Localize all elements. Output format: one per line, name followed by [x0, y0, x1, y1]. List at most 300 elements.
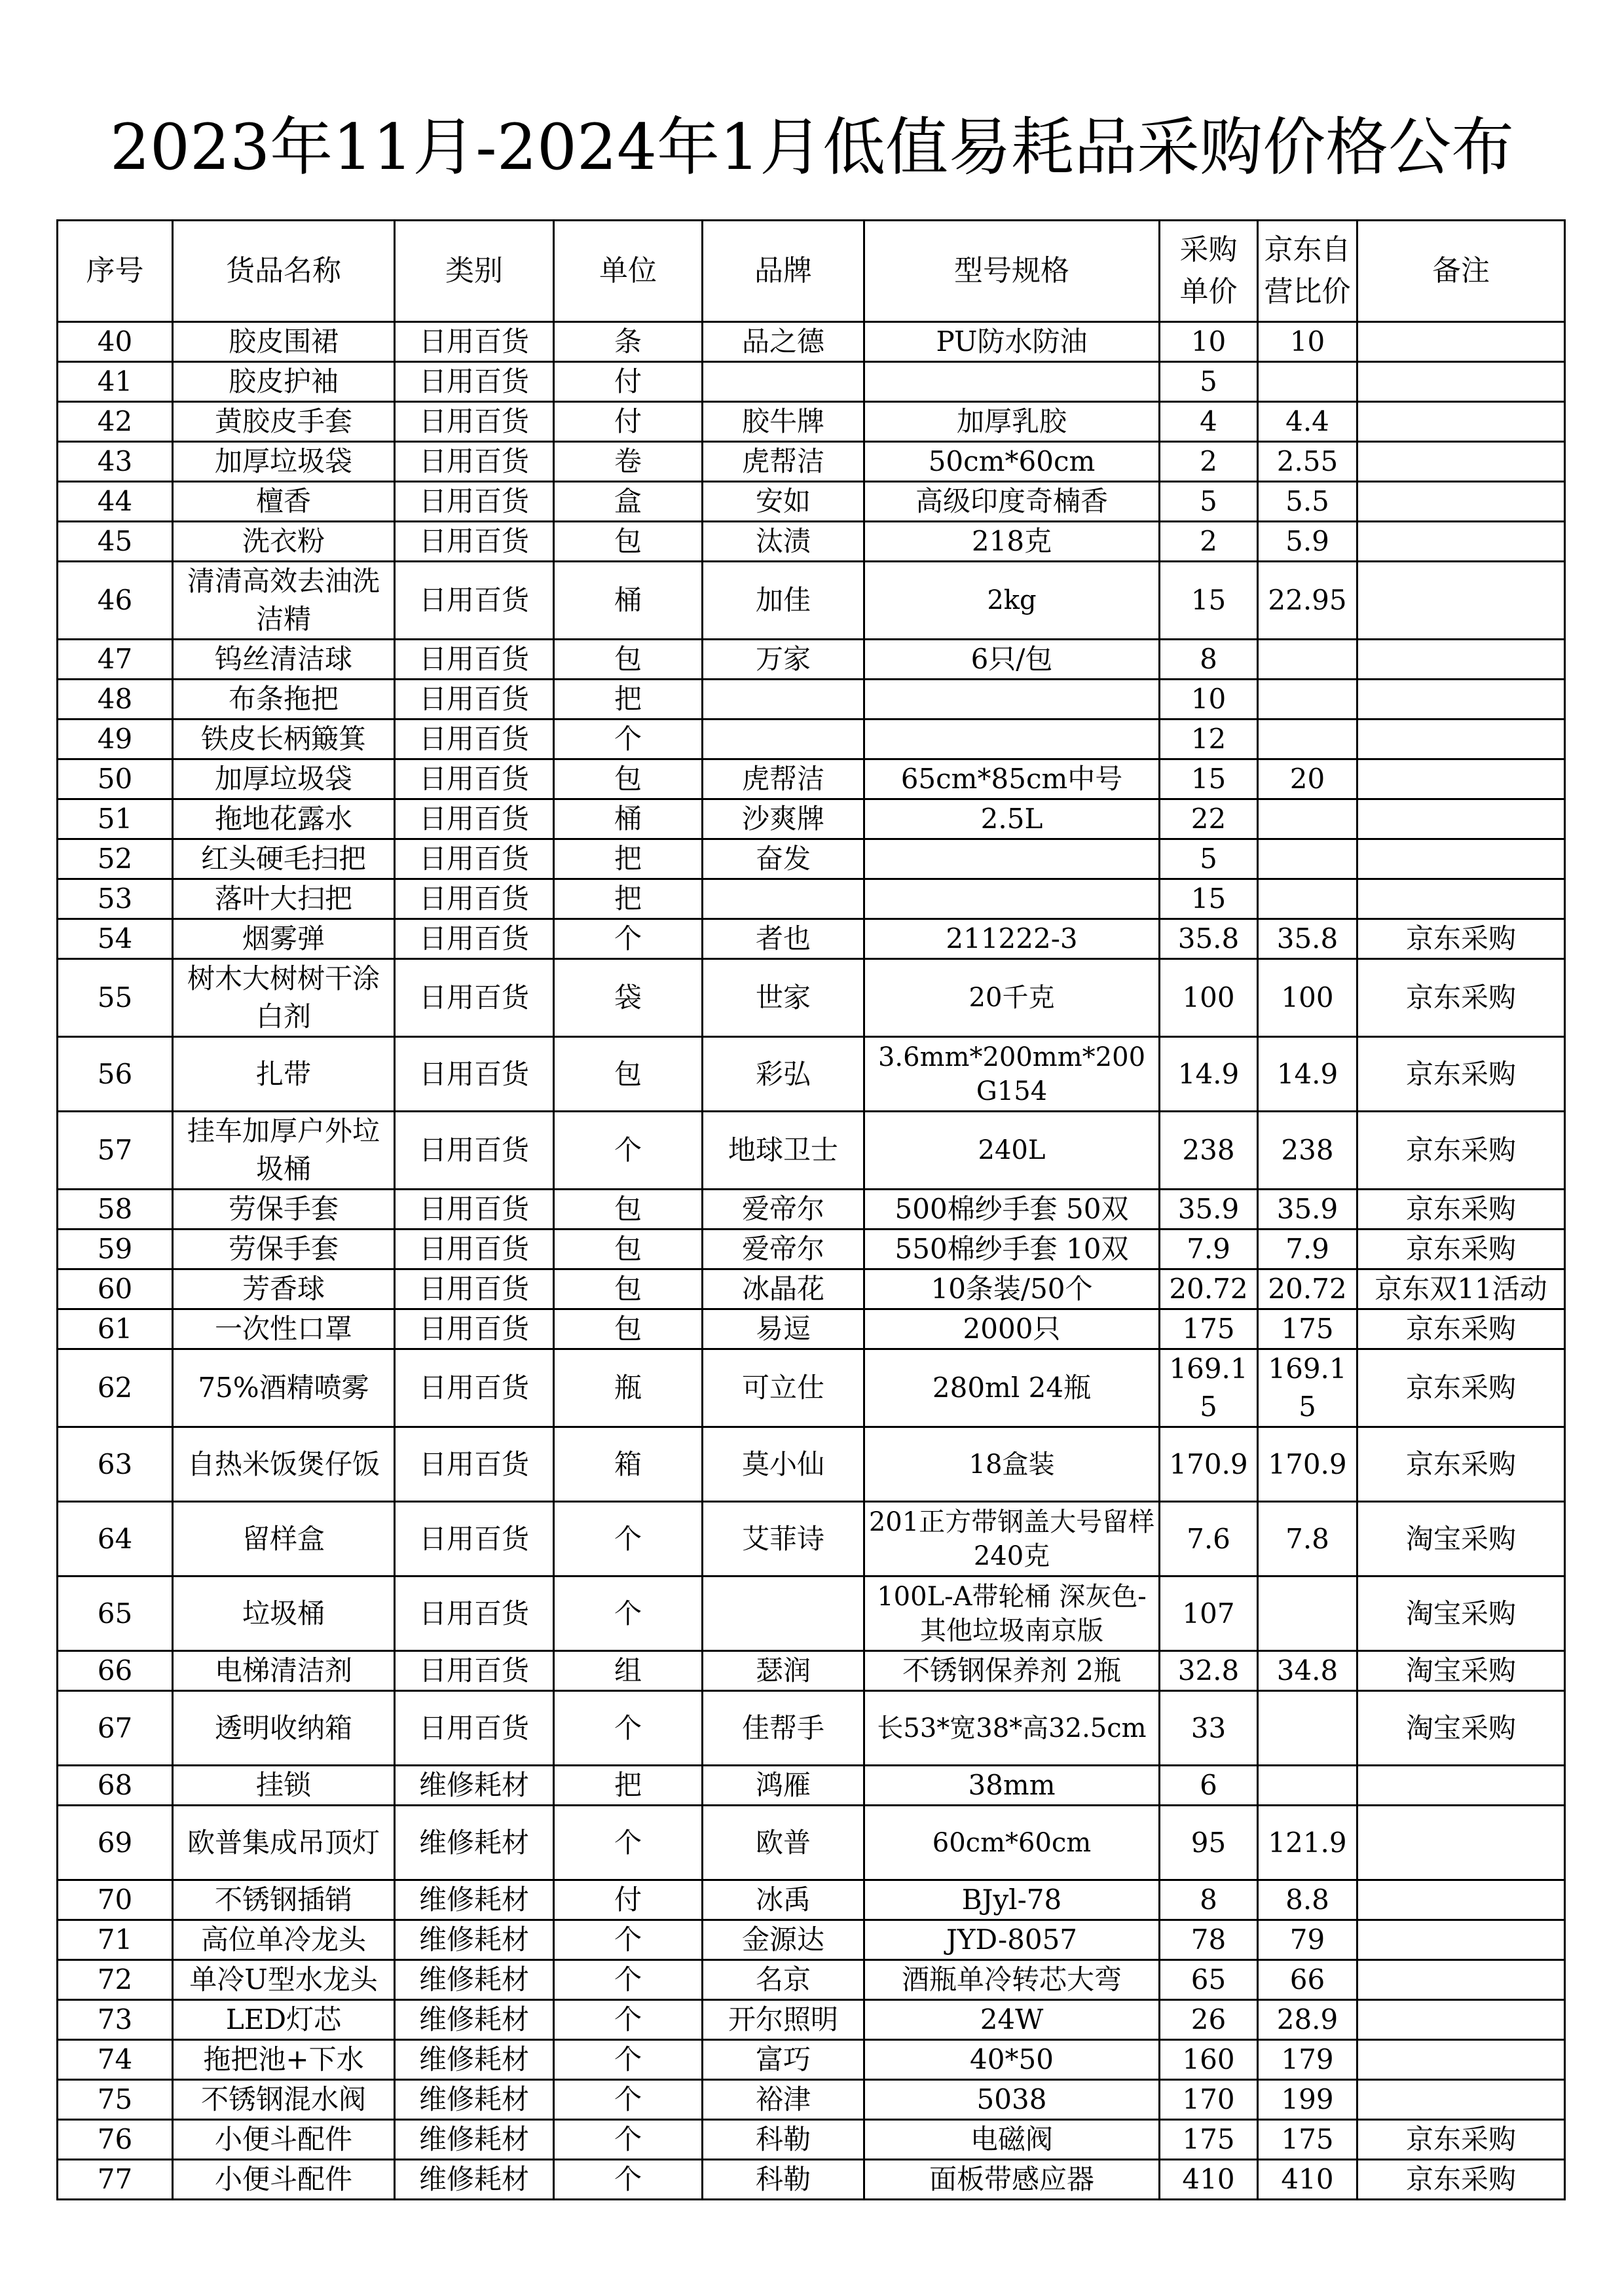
- cell-name: 电梯清洁剂: [173, 1651, 395, 1691]
- cell-brand: 金源达: [703, 1920, 864, 1960]
- cell-category: 日用百货: [395, 442, 554, 482]
- cell-category: 维修耗材: [395, 1766, 554, 1806]
- cell-category: 日用百货: [395, 1502, 554, 1576]
- cell-jd: 66: [1258, 1960, 1357, 2000]
- cell-name: 单冷U型水龙头: [173, 1960, 395, 2000]
- cell-category: 日用百货: [395, 959, 554, 1037]
- table-row: [58, 799, 1565, 839]
- cell-category: 日用百货: [395, 720, 554, 759]
- cell-name: 烟雾弹: [173, 919, 395, 959]
- cell-spec: [864, 720, 1160, 759]
- cell-jd: [1258, 1576, 1357, 1651]
- table-row: [58, 1766, 1565, 1806]
- table-body: [58, 322, 1565, 2200]
- cell-category: 日用百货: [395, 1309, 554, 1349]
- cell-unit: 个: [554, 1806, 703, 1880]
- cell-category: 日用百货: [395, 1230, 554, 1269]
- cell-category: 日用百货: [395, 522, 554, 562]
- cell-note: 京东采购: [1357, 1112, 1565, 1190]
- cell-jd: 10: [1258, 322, 1357, 362]
- cell-brand: 科勒: [703, 2120, 864, 2160]
- cell-note: [1357, 640, 1565, 680]
- cell-note: [1357, 522, 1565, 562]
- cell-brand: 虎帮洁: [703, 759, 864, 799]
- cell-unit: 个: [554, 1112, 703, 1190]
- cell-brand: 彩弘: [703, 1037, 864, 1112]
- cell-price: 14.9: [1160, 1037, 1258, 1112]
- table-header: [58, 221, 1565, 322]
- table-row: [58, 640, 1565, 680]
- table-row: [58, 1349, 1565, 1427]
- cell-note: 京东双11活动: [1357, 1269, 1565, 1309]
- cell-name: 钨丝清洁球: [173, 640, 395, 680]
- cell-spec: 40*50: [864, 2040, 1160, 2080]
- cell-name: 加厚垃圾袋: [173, 442, 395, 482]
- cell-category: 日用百货: [395, 799, 554, 839]
- table-row: [58, 2160, 1565, 2200]
- cell-brand: [703, 720, 864, 759]
- cell-jd: 4.4: [1258, 402, 1357, 442]
- cell-name: 布条拖把: [173, 680, 395, 720]
- cell-note: 京东采购: [1357, 1037, 1565, 1112]
- cell-no: 58: [58, 1190, 173, 1230]
- cell-unit: 个: [554, 1502, 703, 1576]
- cell-name: 小便斗配件: [173, 2160, 395, 2200]
- cell-price: 20.72: [1160, 1269, 1258, 1309]
- cell-note: [1357, 482, 1565, 522]
- header-brand: 品牌: [703, 221, 864, 322]
- price-table: [56, 219, 1566, 2200]
- cell-spec: 2000只: [864, 1309, 1160, 1349]
- cell-note: [1357, 1920, 1565, 1960]
- cell-unit: 袋: [554, 959, 703, 1037]
- cell-brand: 地球卫士: [703, 1112, 864, 1190]
- cell-no: 57: [58, 1112, 173, 1190]
- cell-no: 62: [58, 1349, 173, 1427]
- cell-unit: 把: [554, 879, 703, 919]
- cell-no: 42: [58, 402, 173, 442]
- cell-category: 日用百货: [395, 322, 554, 362]
- cell-note: [1357, 1960, 1565, 2000]
- cell-spec: 280ml 24瓶: [864, 1349, 1160, 1427]
- cell-name: 小便斗配件: [173, 2120, 395, 2160]
- cell-unit: 把: [554, 839, 703, 879]
- cell-note: [1357, 1806, 1565, 1880]
- cell-spec: 10条装/50个: [864, 1269, 1160, 1309]
- cell-category: 维修耗材: [395, 2120, 554, 2160]
- header-unit: 单位: [554, 221, 703, 322]
- cell-no: 74: [58, 2040, 173, 2080]
- cell-no: 40: [58, 322, 173, 362]
- cell-spec: 20千克: [864, 959, 1160, 1037]
- cell-unit: 个: [554, 720, 703, 759]
- cell-unit: 包: [554, 1269, 703, 1309]
- cell-jd: [1258, 680, 1357, 720]
- cell-no: 56: [58, 1037, 173, 1112]
- table-row: [58, 2120, 1565, 2160]
- cell-price: 15: [1160, 562, 1258, 640]
- cell-no: 66: [58, 1651, 173, 1691]
- cell-no: 50: [58, 759, 173, 799]
- cell-unit: 卷: [554, 442, 703, 482]
- cell-name: 高位单冷龙头: [173, 1920, 395, 1960]
- cell-brand: 开尔照明: [703, 2000, 864, 2040]
- table-row: [58, 759, 1565, 799]
- cell-brand: 莫小仙: [703, 1427, 864, 1502]
- cell-jd: 22.95: [1258, 562, 1357, 640]
- cell-no: 63: [58, 1427, 173, 1502]
- cell-price: 12: [1160, 720, 1258, 759]
- cell-jd: 34.8: [1258, 1651, 1357, 1691]
- cell-unit: 付: [554, 402, 703, 442]
- cell-name: 自热米饭煲仔饭: [173, 1427, 395, 1502]
- cell-price: 5: [1160, 362, 1258, 402]
- cell-brand: [703, 680, 864, 720]
- cell-price: 170: [1160, 2080, 1258, 2120]
- cell-price: 107: [1160, 1576, 1258, 1651]
- cell-price: 32.8: [1160, 1651, 1258, 1691]
- cell-spec: 2kg: [864, 562, 1160, 640]
- cell-no: 60: [58, 1269, 173, 1309]
- cell-spec: 18盒装: [864, 1427, 1160, 1502]
- cell-price: 160: [1160, 2040, 1258, 2080]
- cell-unit: 个: [554, 1960, 703, 2000]
- cell-no: 72: [58, 1960, 173, 2000]
- cell-category: 维修耗材: [395, 1920, 554, 1960]
- cell-price: 2: [1160, 522, 1258, 562]
- table-row: [58, 1880, 1565, 1920]
- cell-price: 8: [1160, 640, 1258, 680]
- cell-price: 7.6: [1160, 1502, 1258, 1576]
- table-row: [58, 1037, 1565, 1112]
- cell-jd: 2.55: [1258, 442, 1357, 482]
- cell-price: 4: [1160, 402, 1258, 442]
- table-row: [58, 1112, 1565, 1190]
- cell-spec: 550棉纱手套 10双: [864, 1230, 1160, 1269]
- header-jd-line1: 京东自: [1264, 233, 1351, 266]
- cell-jd: 169.15: [1258, 1349, 1357, 1427]
- table-row: [58, 1651, 1565, 1691]
- cell-category: 日用百货: [395, 759, 554, 799]
- cell-category: 日用百货: [395, 1269, 554, 1309]
- cell-brand: 裕津: [703, 2080, 864, 2120]
- cell-brand: 沙爽牌: [703, 799, 864, 839]
- cell-brand: 安如: [703, 482, 864, 522]
- cell-spec: PU防水防油: [864, 322, 1160, 362]
- cell-note: [1357, 799, 1565, 839]
- cell-no: 45: [58, 522, 173, 562]
- cell-spec: 加厚乳胶: [864, 402, 1160, 442]
- cell-category: 日用百货: [395, 640, 554, 680]
- header-name: 货品名称: [173, 221, 395, 322]
- cell-name: 檀香: [173, 482, 395, 522]
- cell-name: 拖把池+下水: [173, 2040, 395, 2080]
- cell-note: 淘宝采购: [1357, 1502, 1565, 1576]
- table-row: [58, 680, 1565, 720]
- cell-jd: 28.9: [1258, 2000, 1357, 2040]
- cell-price: 170.9: [1160, 1427, 1258, 1502]
- cell-spec: 面板带感应器: [864, 2160, 1160, 2200]
- cell-brand: 名京: [703, 1960, 864, 2000]
- cell-spec: JYD-8057: [864, 1920, 1160, 1960]
- cell-jd: [1258, 1691, 1357, 1766]
- table-row: [58, 879, 1565, 919]
- cell-unit: 把: [554, 1766, 703, 1806]
- page-title: 2023年11月-2024年1月低值易耗品采购价格公布: [109, 111, 1515, 184]
- cell-name: 铁皮长柄簸箕: [173, 720, 395, 759]
- cell-brand: 科勒: [703, 2160, 864, 2200]
- cell-category: 维修耗材: [395, 1960, 554, 2000]
- table-row: [58, 959, 1565, 1037]
- cell-brand: [703, 879, 864, 919]
- cell-jd: 100: [1258, 959, 1357, 1037]
- table-row: [58, 2040, 1565, 2080]
- cell-unit: 桶: [554, 799, 703, 839]
- cell-unit: 包: [554, 640, 703, 680]
- cell-no: 54: [58, 919, 173, 959]
- cell-price: 100: [1160, 959, 1258, 1037]
- cell-category: 日用百货: [395, 362, 554, 402]
- cell-spec: 240L: [864, 1112, 1160, 1190]
- cell-price: 10: [1160, 680, 1258, 720]
- cell-name: 不锈钢插销: [173, 1880, 395, 1920]
- cell-spec: 218克: [864, 522, 1160, 562]
- cell-brand: 加佳: [703, 562, 864, 640]
- cell-unit: 个: [554, 2080, 703, 2120]
- table-row: [58, 1576, 1565, 1651]
- cell-name: 挂锁: [173, 1766, 395, 1806]
- cell-brand: 富巧: [703, 2040, 864, 2080]
- cell-spec: 211222-3: [864, 919, 1160, 959]
- cell-unit: 包: [554, 759, 703, 799]
- cell-note: [1357, 442, 1565, 482]
- cell-category: 日用百货: [395, 879, 554, 919]
- table-row: [58, 322, 1565, 362]
- cell-price: 2: [1160, 442, 1258, 482]
- cell-spec: 50cm*60cm: [864, 442, 1160, 482]
- cell-category: 维修耗材: [395, 2080, 554, 2120]
- cell-brand: 冰禹: [703, 1880, 864, 1920]
- cell-no: 48: [58, 680, 173, 720]
- cell-spec: [864, 680, 1160, 720]
- cell-category: 日用百货: [395, 919, 554, 959]
- cell-category: 维修耗材: [395, 1806, 554, 1880]
- cell-note: 淘宝采购: [1357, 1651, 1565, 1691]
- cell-brand: 奋发: [703, 839, 864, 879]
- table-row: [58, 442, 1565, 482]
- cell-unit: 个: [554, 2160, 703, 2200]
- cell-category: 维修耗材: [395, 2000, 554, 2040]
- cell-jd: [1258, 362, 1357, 402]
- cell-brand: 易逗: [703, 1309, 864, 1349]
- cell-name: LED灯芯: [173, 2000, 395, 2040]
- cell-note: 京东采购: [1357, 1190, 1565, 1230]
- cell-spec: 不锈钢保养剂 2瓶: [864, 1651, 1160, 1691]
- cell-spec: [864, 362, 1160, 402]
- cell-name: 劳保手套: [173, 1230, 395, 1269]
- cell-jd: 35.9: [1258, 1190, 1357, 1230]
- cell-jd: [1258, 879, 1357, 919]
- cell-brand: [703, 1576, 864, 1651]
- cell-unit: 个: [554, 1920, 703, 1960]
- table-row: [58, 402, 1565, 442]
- cell-spec: 2.5L: [864, 799, 1160, 839]
- cell-spec: 60cm*60cm: [864, 1806, 1160, 1880]
- cell-unit: 桶: [554, 562, 703, 640]
- cell-category: 日用百货: [395, 1427, 554, 1502]
- cell-category: 日用百货: [395, 1349, 554, 1427]
- header-jd-price: [1258, 221, 1357, 322]
- header-note: 备注: [1357, 221, 1565, 322]
- table-row: [58, 522, 1565, 562]
- cell-unit: 包: [554, 1309, 703, 1349]
- cell-name: 树木大树树干涂白剂: [173, 959, 395, 1037]
- cell-jd: 238: [1258, 1112, 1357, 1190]
- cell-no: 77: [58, 2160, 173, 2200]
- cell-name: 拖地花露水: [173, 799, 395, 839]
- cell-name: 扎带: [173, 1037, 395, 1112]
- cell-brand: 瑟润: [703, 1651, 864, 1691]
- cell-unit: 把: [554, 680, 703, 720]
- cell-spec: 5038: [864, 2080, 1160, 2120]
- cell-jd: 8.8: [1258, 1880, 1357, 1920]
- cell-note: [1357, 562, 1565, 640]
- cell-jd: [1258, 799, 1357, 839]
- cell-category: 日用百货: [395, 839, 554, 879]
- table-row: [58, 1920, 1565, 1960]
- cell-name: 红头硬毛扫把: [173, 839, 395, 879]
- table-row: [58, 1269, 1565, 1309]
- cell-price: 410: [1160, 2160, 1258, 2200]
- cell-note: [1357, 1880, 1565, 1920]
- cell-unit: 个: [554, 2040, 703, 2080]
- cell-note: 京东采购: [1357, 919, 1565, 959]
- cell-note: 京东采购: [1357, 1427, 1565, 1502]
- cell-jd: 7.9: [1258, 1230, 1357, 1269]
- cell-note: 京东采购: [1357, 1309, 1565, 1349]
- cell-spec: [864, 879, 1160, 919]
- cell-note: [1357, 879, 1565, 919]
- cell-price: 6: [1160, 1766, 1258, 1806]
- cell-unit: 包: [554, 1190, 703, 1230]
- cell-no: 67: [58, 1691, 173, 1766]
- cell-name: 垃圾桶: [173, 1576, 395, 1651]
- cell-price: 78: [1160, 1920, 1258, 1960]
- cell-no: 71: [58, 1920, 173, 1960]
- cell-spec: 高级印度奇楠香: [864, 482, 1160, 522]
- cell-jd: 179: [1258, 2040, 1357, 2080]
- header-spec: 型号规格: [864, 221, 1160, 322]
- cell-note: 京东采购: [1357, 1349, 1565, 1427]
- cell-brand: 爱帝尔: [703, 1190, 864, 1230]
- cell-spec: 201正方带钢盖大号留样240克: [864, 1502, 1160, 1576]
- cell-brand: 者也: [703, 919, 864, 959]
- cell-category: 日用百货: [395, 1037, 554, 1112]
- cell-note: [1357, 2000, 1565, 2040]
- cell-spec: 500棉纱手套 50双: [864, 1190, 1160, 1230]
- cell-no: 76: [58, 2120, 173, 2160]
- cell-jd: 199: [1258, 2080, 1357, 2120]
- cell-name: 挂车加厚户外垃圾桶: [173, 1112, 395, 1190]
- cell-brand: 可立仕: [703, 1349, 864, 1427]
- cell-category: 维修耗材: [395, 2040, 554, 2080]
- table-row: [58, 482, 1565, 522]
- cell-name: 清清高效去油洗洁精: [173, 562, 395, 640]
- cell-jd: 35.8: [1258, 919, 1357, 959]
- header-price: [1160, 221, 1258, 322]
- cell-name: 胶皮护袖: [173, 362, 395, 402]
- cell-note: [1357, 680, 1565, 720]
- cell-note: [1357, 2080, 1565, 2120]
- cell-brand: 世家: [703, 959, 864, 1037]
- cell-no: 43: [58, 442, 173, 482]
- cell-jd: [1258, 839, 1357, 879]
- cell-jd: 170.9: [1258, 1427, 1357, 1502]
- cell-spec: 长53*宽38*高32.5cm: [864, 1691, 1160, 1766]
- cell-price: 175: [1160, 2120, 1258, 2160]
- cell-jd: 121.9: [1258, 1806, 1357, 1880]
- cell-no: 68: [58, 1766, 173, 1806]
- cell-brand: 万家: [703, 640, 864, 680]
- cell-no: 64: [58, 1502, 173, 1576]
- cell-spec: 38mm: [864, 1766, 1160, 1806]
- header-jd-line2: 营比价: [1264, 275, 1351, 308]
- table-row: [58, 2000, 1565, 2040]
- cell-name: 洗衣粉: [173, 522, 395, 562]
- table-row: [58, 1230, 1565, 1269]
- cell-brand: 胶牛牌: [703, 402, 864, 442]
- cell-price: 15: [1160, 879, 1258, 919]
- cell-no: 44: [58, 482, 173, 522]
- cell-price: 8: [1160, 1880, 1258, 1920]
- cell-spec: 3.6mm*200mm*200 G154: [864, 1037, 1160, 1112]
- table-row: [58, 1190, 1565, 1230]
- cell-category: 日用百货: [395, 1112, 554, 1190]
- table-row: [58, 1309, 1565, 1349]
- cell-name: 一次性口罩: [173, 1309, 395, 1349]
- cell-jd: 175: [1258, 2120, 1357, 2160]
- cell-note: 京东采购: [1357, 2120, 1565, 2160]
- header-price-line2: 单价: [1179, 275, 1238, 308]
- cell-unit: 包: [554, 522, 703, 562]
- cell-name: 加厚垃圾袋: [173, 759, 395, 799]
- cell-jd: 20: [1258, 759, 1357, 799]
- cell-price: 5: [1160, 839, 1258, 879]
- cell-jd: [1258, 1766, 1357, 1806]
- cell-category: 日用百货: [395, 680, 554, 720]
- cell-unit: 个: [554, 1576, 703, 1651]
- cell-note: 京东采购: [1357, 2160, 1565, 2200]
- cell-category: 日用百货: [395, 1576, 554, 1651]
- cell-name: 75%酒精喷雾: [173, 1349, 395, 1427]
- cell-name: 透明收纳箱: [173, 1691, 395, 1766]
- cell-price: 33: [1160, 1691, 1258, 1766]
- cell-no: 70: [58, 1880, 173, 1920]
- cell-unit: 瓶: [554, 1349, 703, 1427]
- cell-price: 15: [1160, 759, 1258, 799]
- table-row: [58, 919, 1565, 959]
- cell-no: 53: [58, 879, 173, 919]
- cell-spec: 65cm*85cm中号: [864, 759, 1160, 799]
- cell-category: 日用百货: [395, 1651, 554, 1691]
- cell-jd: [1258, 720, 1357, 759]
- cell-no: 61: [58, 1309, 173, 1349]
- cell-category: 维修耗材: [395, 1880, 554, 1920]
- cell-brand: [703, 362, 864, 402]
- header-category: 类别: [395, 221, 554, 322]
- cell-no: 75: [58, 2080, 173, 2120]
- cell-category: 日用百货: [395, 1190, 554, 1230]
